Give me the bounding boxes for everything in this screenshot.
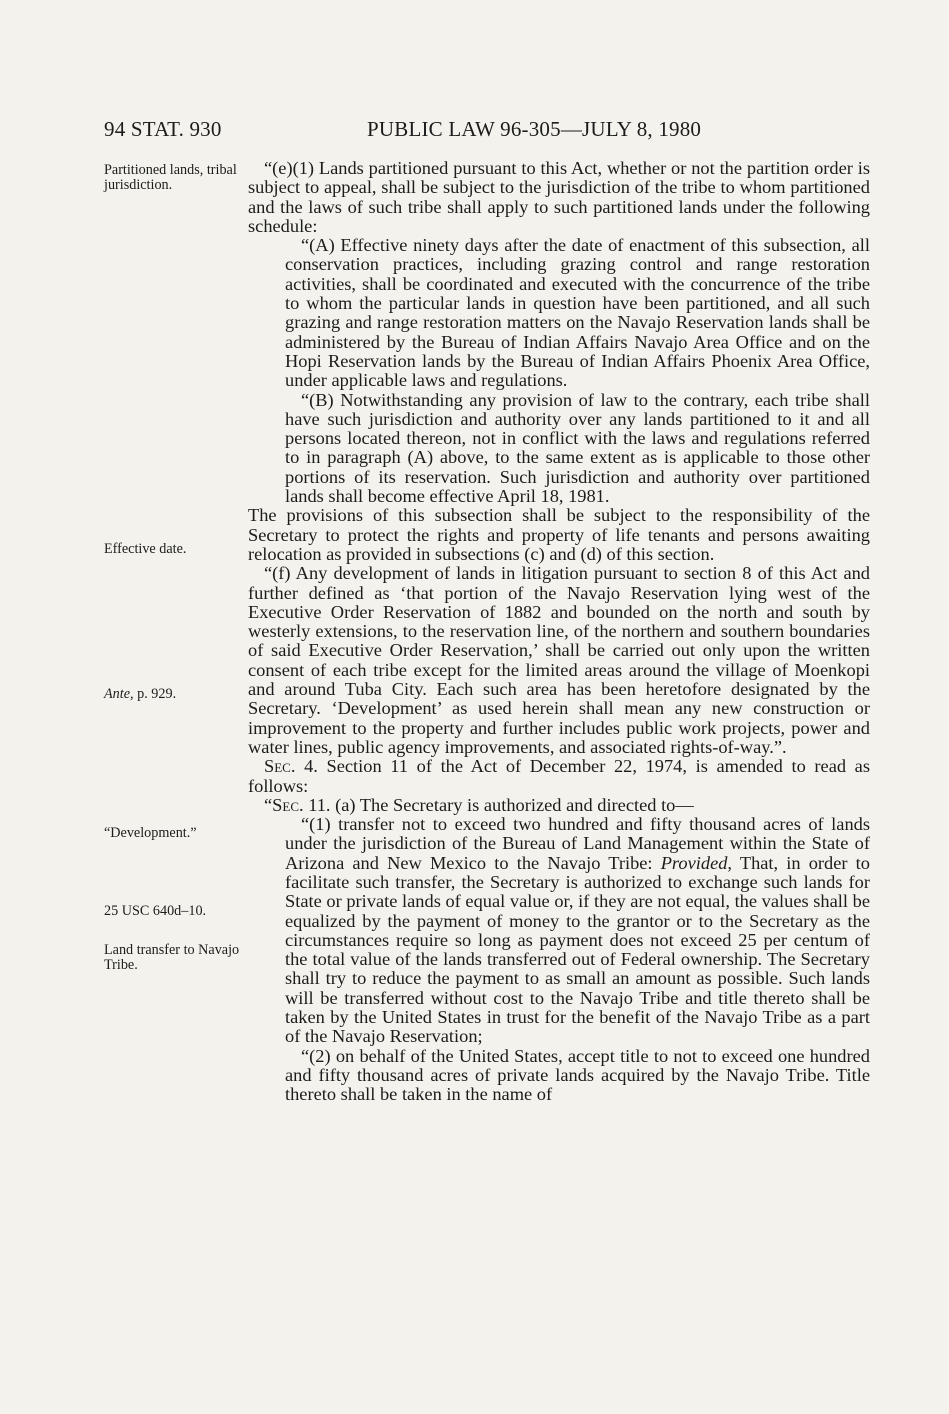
section-4-text: Section 11 of the Act of December 22, 1974, is amended to read as follows:	[248, 756, 871, 796]
section-11-heading	[248, 796, 870, 815]
paragraph-f: “(f) Any development of lands in litigation pursuant to section 8 of this Act and further defined as ‘that portion of the Navajo Reservation lying west of the Executive Order Reservation of 1882 and bounded on the north and south by westerly extensions, to the reservation line, of the northern and southern boundaries of said Executive Order Reservation,’ shall be carried out only upon the written consent of each tribe except for the limited areas around the village of Moenkopi and around Tuba City. Each such area has been heretofore designated by the Secretary. ‘Development’ as used herein shall mean any new construction or improvement to the property and further includes public work projects, power and water lines, public agency improvements, and associated rights-of-way.”.	[248, 563, 870, 757]
section-4	[248, 757, 870, 796]
section-4-label: Sec. 4.	[264, 756, 318, 777]
margin-note-land-transfer: Land transfer to Navajo Tribe.	[104, 942, 240, 973]
margin-note-effective-date: Effective date.	[104, 541, 187, 557]
paragraph-11a-1	[248, 815, 870, 1047]
margin-note-development: “Development.”	[104, 825, 197, 841]
margin-note-usc-citation: 25 USC 640d–10.	[104, 903, 207, 919]
provided-word: Provided,	[660, 852, 733, 873]
paragraph-e1: “(e)(1) Lands partitioned pursuant to this Act, whether or not the partition order is subject to appeal, shall be subject to the jurisdiction of the tribe to whom partitioned and the laws of such tribe shall apply to such partitioned lands under the following schedule:	[248, 158, 870, 236]
paragraph-e1-b: “(B) Notwithstanding any provision of law to the contrary, each tribe shall have such jurisdiction and authority over any lands partitioned to it and all persons located thereon, not in conflict with the laws and regulations referred to in paragraph (A) above, to the same extent as is applicable to those other portions of its reservation. Such jurisdiction and authority over partitioned lands shall become effective April 18, 1981.	[285, 389, 870, 507]
paragraph-e1-a: “(A) Effective ninety days after the date of enactment of this subsection, all conservation practices, including grazing control and range restoration activities, shall be coordinated and executed with the concurrence of the tribe to whom the particular lands in question have been partitioned, and all such grazing and range restoration matters on the Navajo Reservation lands shall be administered by the Bureau of Indian Affairs Navajo Area Office and on the Hopi Reservation lands by the Bureau of Indian Affairs Phoenix Area Office, under applicable laws and regulations.	[285, 235, 870, 391]
section-11-label: Sec. 11.	[272, 794, 331, 815]
statute-page-number: 94 STAT. 930	[104, 117, 222, 141]
ante-page: p. 929.	[137, 686, 177, 702]
margin-note-partitioned-lands: Partitioned lands, tribal jurisdiction.	[104, 162, 237, 193]
running-title: PUBLIC LAW 96-305—JULY 8, 1980	[367, 117, 702, 141]
section-11-quote: “	[264, 794, 273, 815]
body-text	[248, 159, 870, 1105]
ante-word: Ante,	[104, 686, 134, 702]
paragraph-provisions: The provisions of this subsection shall be subject to the responsibility of the Secretary to protect the rights and property of life tenants and persons awaiting relocation as provided in subsections (c) and (d) of this section.	[248, 505, 870, 564]
section-11-text: (a) The Secretary is authorized and directed to—	[335, 794, 694, 815]
margin-note-ante	[104, 687, 244, 702]
paragraph-11a-1-part1: “(1) transfer not to exceed two hundred and fifty thousand acres of lands under the jurisdiction of the Bureau of Land Management within the State of Arizona and New Mexico to the Navajo Tribe:	[285, 814, 870, 873]
paragraph-11a-1-part2: That, in order to facilitate such transfer, the Secretary is authorized to exchange such lands for State or private lands of equal value or, if they are not equal, the values shall be equalized by the payment of money to the grantor or to the Secretary as the circumstances require so long as payment does not exceed 25 per centum of the total value of the lands transferred out of Federal ownership. The Secretary shall try to reduce the payment to as small an amount as possible. Such lands will be transferred without cost to the Navajo Tribe and title thereto shall be taken by the United States in trust for the benefit of the Navajo Tribe as a part of the Navajo Reservation;	[285, 852, 870, 1047]
paragraph-11a-2: “(2) on behalf of the United States, accept title to not to exceed one hundred and fifty thousand acres of private lands acquired by the Navajo Tribe. Title thereto shall be taken in the name of	[285, 1045, 870, 1105]
